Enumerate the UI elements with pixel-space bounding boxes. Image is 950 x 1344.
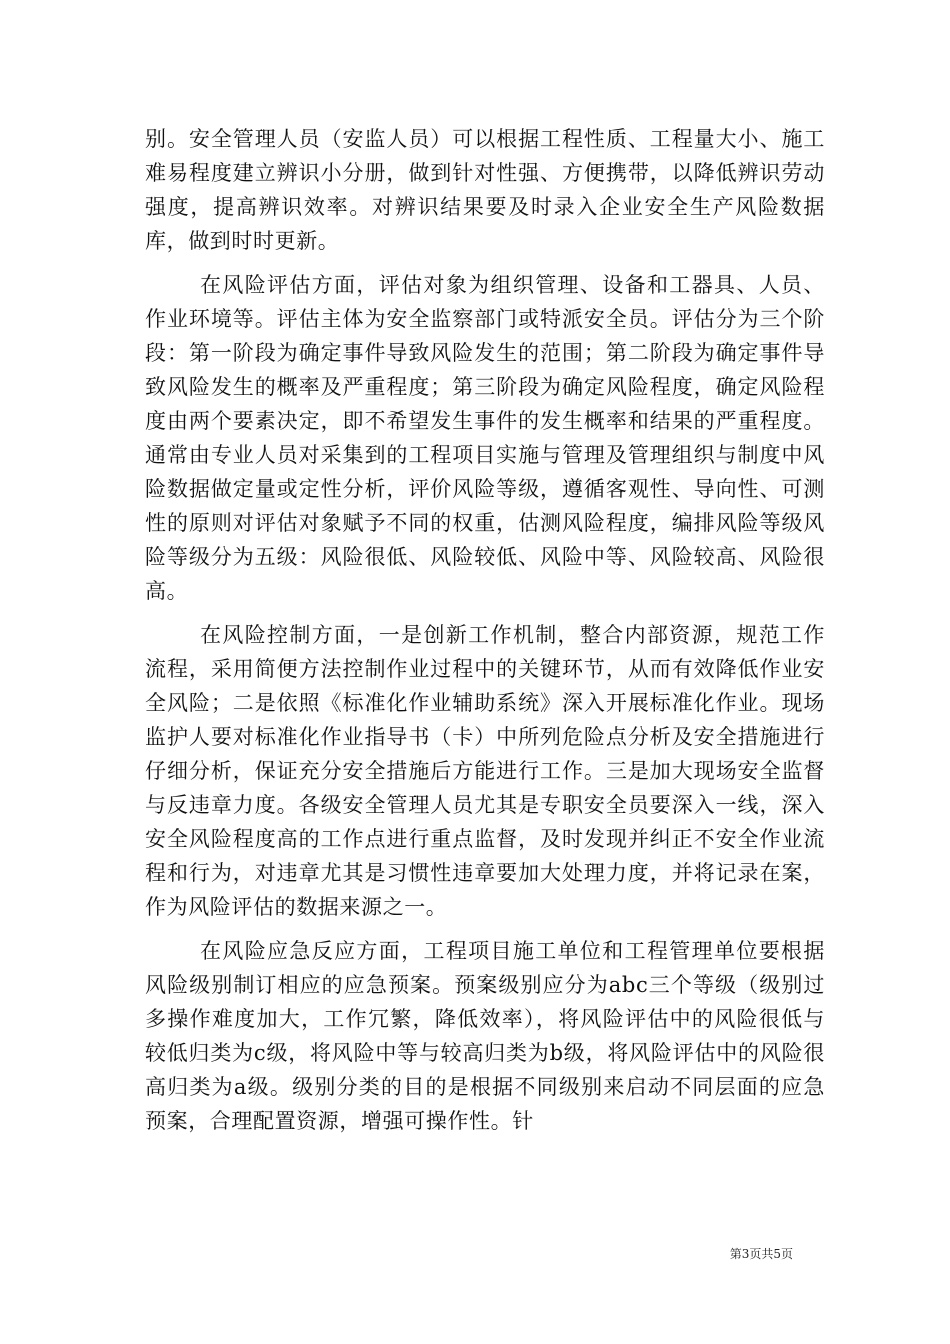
paragraph-continued: 别。安全管理人员（安监人员）可以根据工程性质、工程量大小、施工难易程度建立辨识小分册，做到针对性强、方便携带，以降低辨识劳动强度，提高辨识效率。对辨识结果要及时录入企业安全生产风险数据库，做到时时更新。: [145, 127, 825, 253]
document-body: [145, 122, 825, 1148]
page-number-footer: 第3页共5页: [729, 1247, 793, 1261]
paragraph-risk-assessment: 在风险评估方面，评估对象为组织管理、设备和工器具、人员、作业环境等。评估主体为安全监察部门或特派安全员。评估分为三个阶段：第一阶段为确定事件导致风险发生的范围；第二阶段为确定事件导致风险发生的概率及严重程度；第三阶段为确定风险程度，确定风险程度由两个要素决定，即不希望发生事件的发生概率和结果的严重程度。通常由专业人员对采集到的工程项目实施与管理及管理组织与制度中风险数据做定量或定性分析，评价风险等级，遵循客观性、导向性、可测性的原则对评估对象赋予不同的权重，估测风险程度，编排风险等级风险等级分为五级：风险很低、风险较低、风险中等、风险较高、风险很高。: [145, 273, 825, 603]
paragraph-risk-control: 在风险控制方面，一是创新工作机制，整合内部资源，规范工作流程，采用简便方法控制作业过程中的关键环节，从而有效降低作业安全风险；二是依照《标准化作业辅助系统》深入开展标准化作业。现场监护人要对标准化作业指导书（卡）中所列危险点分析及安全措施进行仔细分析，保证充分安全措施后方能进行工作。三是加大现场安全监督与反违章力度。各级安全管理人员尤其是专职安全员要深入一线，深入安全风险程度高的工作点进行重点监督，及时发现并纠正不安全作业流程和行为，对违章尤其是习惯性违章要加大处理力度，并将记录在案，作为风险评估的数据来源之一。: [145, 623, 825, 919]
paragraph-emergency-response: 在风险应急反应方面，工程项目施工单位和工程管理单位要根据风险级别制订相应的应急预案。预案级别应分为abc三个等级（级别过多操作难度加大，工作冗繁，降低效率），将风险评估中的风险很低与较低归类为c级，将风险中等与较高归类为b级，将风险评估中的风险很高归类为a级。级别分类的目的是根据不同级别来启动不同层面的应急预案，合理配置资源，增强可操作性。针: [145, 939, 825, 1133]
